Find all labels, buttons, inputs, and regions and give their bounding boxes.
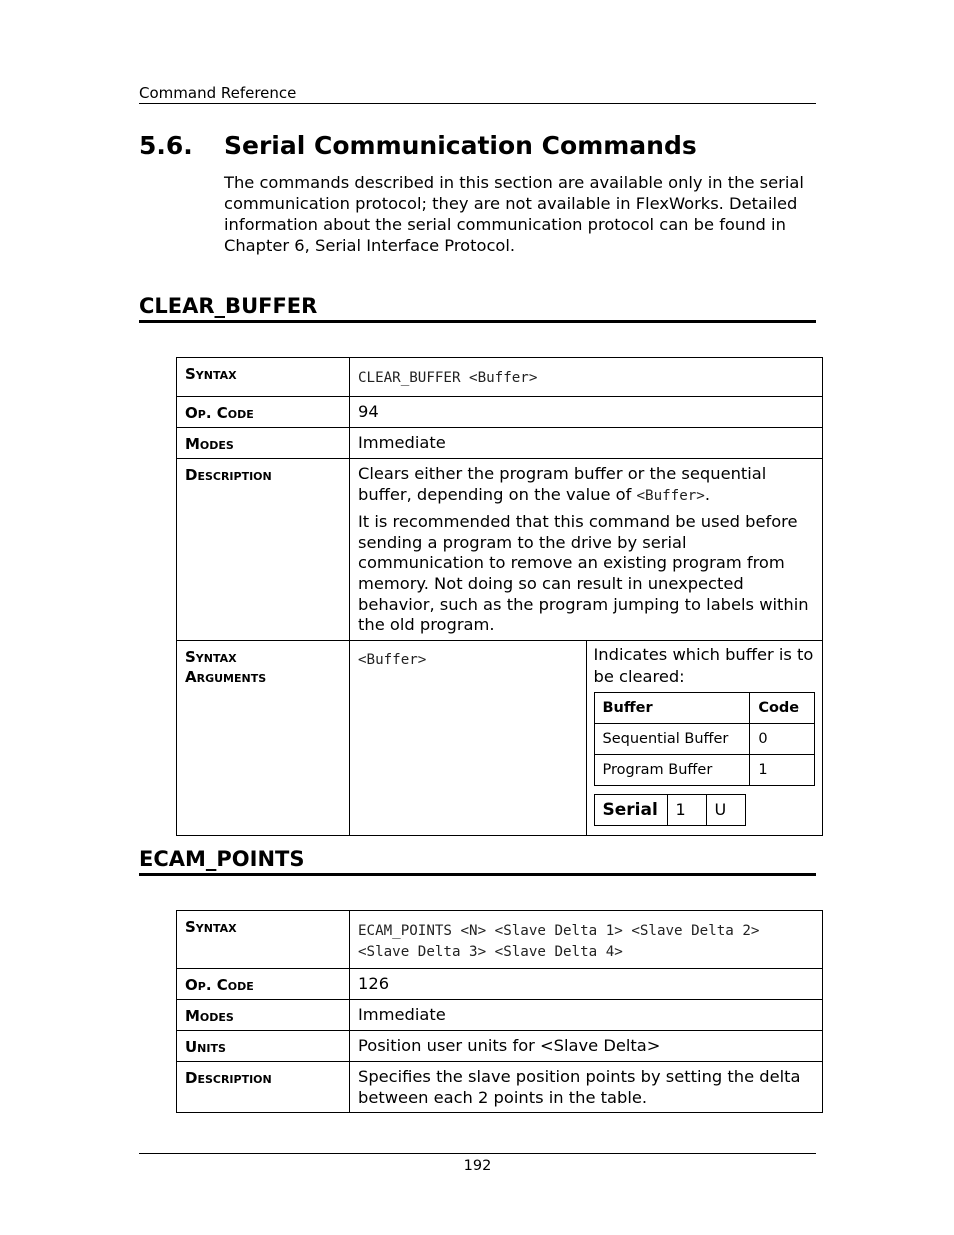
description-value [350,459,823,641]
modes-value: Immediate [350,1000,823,1031]
modes-label: Modes [177,1000,350,1031]
units-label: Units [177,1031,350,1062]
description-paragraph-2: It is recommended that this command be used before sending a program to the drive by serial communication to remove an existing program from memory. Not doing so can result in unexpected behavior, such as the program jumping to labels within the old program. [358,512,809,635]
ecam-points-table [176,910,823,1113]
units-value: Position user units for <Slave Delta> [350,1031,823,1062]
syntax-arguments-row [177,640,823,835]
syntax-arguments-label-line2: Arguments [185,667,267,686]
section-title-text: Serial Communication Commands [224,131,697,160]
syntax-arguments-label [177,640,350,835]
clear-buffer-table [176,357,823,836]
description-row [177,1062,823,1113]
serial-value-1: 1 [667,794,706,825]
opcode-row [177,969,823,1000]
argument-name-code: <Buffer> [358,651,427,668]
argument-name [350,640,587,835]
description-text: Clears either the program buffer or the sequential buffer, depending on the value of [358,464,767,504]
syntax-label: Syntax [177,358,350,397]
units-row [177,1031,823,1062]
serial-value-2: U [706,794,745,825]
serial-table [594,794,746,826]
buffer-cell: Sequential Buffer [594,723,750,754]
ecam-points-heading: ECAM_POINTS [139,845,816,876]
description-row [177,459,823,641]
opcode-label: Op. Code [177,397,350,428]
modes-row [177,1000,823,1031]
description-label: Description [177,459,350,641]
buffer-code-header-row [594,692,815,723]
code-cell: 0 [750,723,815,754]
buffer-code-table [594,692,816,786]
argument-description: Indicates which buffer is to be cleared: [593,644,814,686]
syntax-value [350,358,823,397]
description-paragraph-1 [358,464,814,506]
description-inline-code: <Buffer> [636,487,705,504]
description-suffix: . [704,484,711,504]
syntax-arguments-label-line1: Syntax [185,647,237,666]
opcode-label: Op. Code [177,969,350,1000]
code-column-header: Code [750,692,815,723]
description-value: Specifies the slave position points by setting the delta between each 2 points in the table. [350,1062,823,1113]
syntax-row [177,358,823,397]
opcode-row [177,397,823,428]
modes-value: Immediate [350,428,823,459]
table-row [594,754,815,785]
section-title [139,131,819,160]
modes-row [177,428,823,459]
syntax-code: ECAM_POINTS <N> <Slave Delta 1> <Slave Delta 2> <Slave Delta 3> <Slave Delta 4> [358,923,760,960]
opcode-value: 126 [350,969,823,1000]
syntax-value [350,911,823,969]
section-intro: The commands described in this section are available only in the serial communication protocol; they are not available in FlexWorks. Detailed information about the serial communication protocol can be found in Chapter 6, Serial Interface Protocol. [224,173,804,255]
serial-row [594,794,745,825]
syntax-row [177,911,823,969]
page-footer [139,1153,816,1174]
opcode-value: 94 [350,397,823,428]
buffer-cell: Program Buffer [594,754,750,785]
table-row [594,723,815,754]
description-label: Description [177,1062,350,1113]
serial-label: Serial [594,794,667,825]
page-number: 192 [463,1158,492,1174]
section-number: 5.6. [139,131,193,160]
syntax-code: CLEAR_BUFFER <Buffer> [358,370,538,386]
modes-label: Modes [177,428,350,459]
running-header: Command Reference [139,84,816,104]
clear-buffer-heading: CLEAR_BUFFER [139,292,816,323]
buffer-column-header: Buffer [594,692,750,723]
syntax-label: Syntax [177,911,350,969]
argument-body [586,640,823,835]
code-cell: 1 [750,754,815,785]
